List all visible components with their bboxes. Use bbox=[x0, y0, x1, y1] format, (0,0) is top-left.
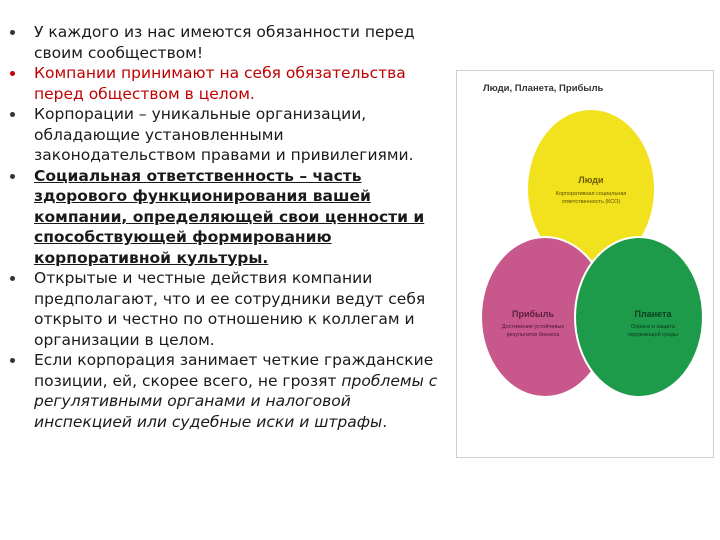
venn-figure bbox=[456, 70, 714, 458]
bullet-text-6-prefix: Если корпорация занимает четкие гражданские позиции, ей, скорее всего, не грозят bbox=[34, 351, 434, 390]
venn-sublabel-profit-2: результатов бизнеса bbox=[506, 332, 560, 338]
bullet-item-1 bbox=[8, 22, 444, 63]
bullet-text-3: Корпорации – уникальные организации, обладающие установленными законодательством правами и привилегиями. bbox=[34, 105, 414, 164]
bullet-list bbox=[8, 22, 444, 432]
bullet-item-5 bbox=[8, 268, 444, 350]
venn-sublabel-planet-1: Охрана и защита bbox=[630, 324, 676, 330]
venn-label-profit: Прибыль bbox=[512, 309, 554, 319]
bullet-dot bbox=[10, 30, 15, 35]
bullet-text-5: Открытые и честные действия компании предполагают, что и ее сотрудники ведут себя открыто и честно по отношению к коллегам и организации в целом. bbox=[34, 269, 426, 349]
bullet-dot bbox=[10, 174, 15, 179]
bullet-dot bbox=[10, 358, 15, 363]
figure-title: Люди, Планета, Прибыль bbox=[483, 83, 604, 94]
bullet-text-6-italic: проблемы с регулятивными органами и налоговой инспекцией или судебные иски и штрафы bbox=[34, 371, 438, 431]
bullet-dot bbox=[10, 112, 15, 117]
bullet-dot bbox=[10, 276, 15, 281]
bullet-text-4: Социальная ответственность – часть здорового функционирования вашей компании, определяющей свои ценности и способствующей формированию корпоративной культуры. bbox=[34, 166, 425, 267]
venn-sublabel-profit-1: Достижение устойчивых bbox=[501, 324, 565, 330]
venn-label-people: Люди bbox=[578, 175, 604, 185]
venn-sublabel-people-1: Корпоративная социальная bbox=[555, 191, 627, 197]
bullet-dot bbox=[10, 71, 15, 76]
bullet-item-4 bbox=[8, 166, 444, 269]
bullet-item-3 bbox=[8, 104, 444, 166]
venn-label-planet: Планета bbox=[634, 309, 672, 319]
venn-sublabel-planet-2: окружающей среды bbox=[627, 332, 679, 338]
bullet-item-2 bbox=[8, 63, 444, 104]
bullet-text-6-suffix: . bbox=[382, 412, 388, 431]
bullet-item-6 bbox=[8, 350, 444, 432]
bullet-text-1: У каждого из нас имеются обязанности перед своим сообществом! bbox=[34, 23, 415, 62]
venn-sublabel-people-2: ответственность (КСО) bbox=[561, 199, 621, 205]
venn-diagram bbox=[457, 71, 713, 457]
bullet-text-2: Компании принимают на себя обязательства перед обществом в целом. bbox=[34, 64, 406, 103]
